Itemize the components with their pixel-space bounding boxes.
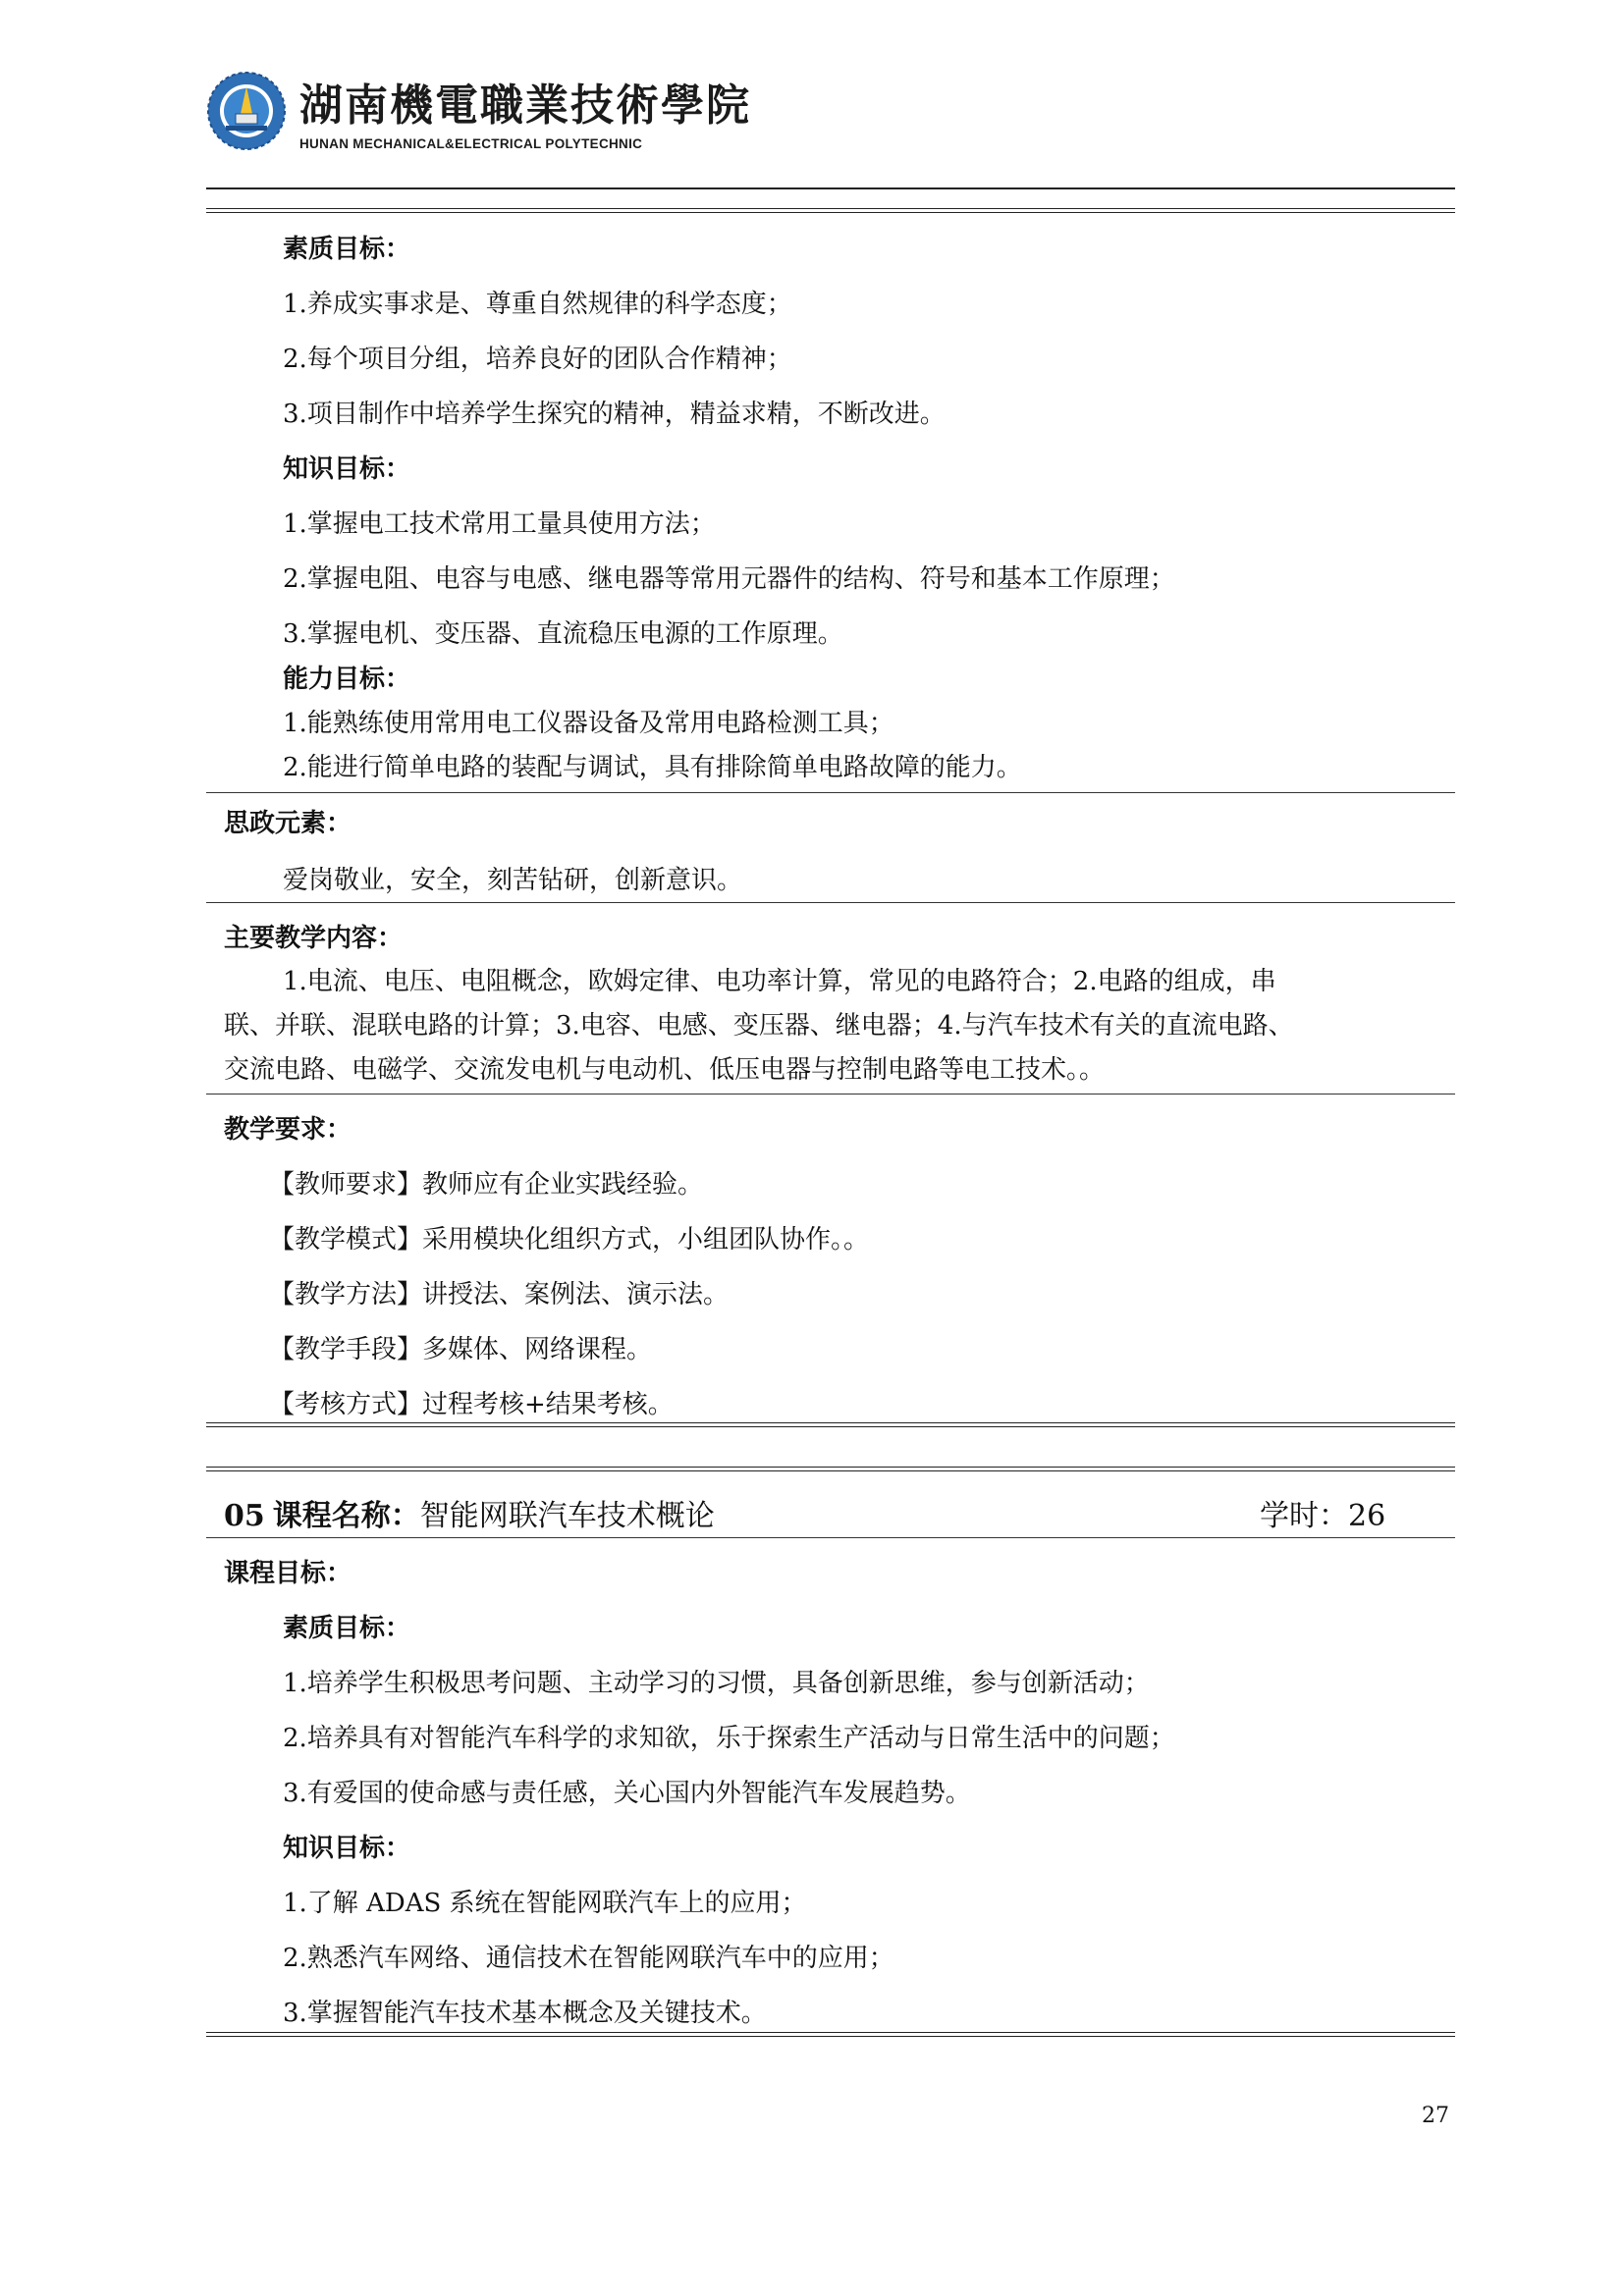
list-item: 2.培养具有对智能汽车科学的求知欲，乐于探索生产活动与日常生活中的问题；	[283, 1724, 1175, 1753]
knowledge-goals-heading: 知识目标：	[283, 1834, 411, 1863]
course-goals-heading: 课程目标：	[224, 1559, 352, 1588]
list-item: 3.掌握智能汽车技术基本概念及关键技术。	[283, 1999, 767, 2028]
school-logo-emblem	[206, 71, 287, 151]
ideology-heading: 思政元素：	[224, 809, 352, 838]
list-item: 1.掌握电工技术常用工量具使用方法；	[283, 509, 716, 539]
content-line: 1.电流、电压、电阻概念，欧姆定律、电功率计算，常见的电路符合；2.电路的组成，串	[283, 967, 1276, 996]
list-item: 2.能进行简单电路的装配与调试，具有排除简单电路故障的能力。	[283, 753, 1022, 782]
teaching-requirements-heading: 教学要求：	[224, 1115, 352, 1145]
quality-goals-heading: 素质目标：	[283, 1614, 411, 1643]
list-item: 1.能熟练使用常用电工仪器设备及常用电路检测工具；	[283, 709, 894, 738]
course-hours	[1260, 1499, 1386, 1533]
requirement-item: 【教学方法】讲授法、案例法、演示法。	[269, 1280, 730, 1309]
list-item: 3.掌握电机、变压器、直流稳压电源的工作原理。	[283, 619, 843, 649]
requirement-item: 【教师要求】教师应有企业实践经验。	[269, 1170, 704, 1200]
course-hours-value: 26	[1348, 1499, 1386, 1533]
quality-goals-heading: 素质目标：	[283, 235, 411, 264]
requirement-item: 【教学模式】采用模块化组织方式，小组团队协作。。	[269, 1225, 870, 1255]
list-item: 1.养成实事求是、尊重自然规律的科学态度；	[283, 290, 792, 319]
knowledge-goals-heading: 知识目标：	[283, 454, 411, 484]
course-name: 智能网联汽车技术概论	[419, 1499, 715, 1533]
requirement-item: 【考核方式】过程考核+结果考核。	[269, 1390, 674, 1419]
teaching-content-heading: 主要教学内容：	[224, 924, 404, 953]
divider	[206, 1094, 1455, 1095]
divider	[206, 792, 1455, 793]
course-number: 05	[224, 1499, 265, 1533]
divider	[206, 1537, 1455, 1538]
course-hours-label: 学时：	[1260, 1499, 1348, 1533]
content-line: 联、并联、混联电路的计算；3.电容、电感、变压器、继电器；4.与汽车技术有关的直流电路、	[224, 1011, 1294, 1041]
content-line: 交流电路、电磁学、交流发电机与电动机、低压电器与控制电路等电工技术。。	[224, 1055, 1106, 1085]
ideology-text: 爱岗敬业，安全，刻苦钻研，创新意识。	[283, 866, 743, 895]
divider	[206, 902, 1455, 903]
list-item: 1.了解 ADAS 系统在智能网联汽车上的应用；	[283, 1889, 807, 1918]
header-rule	[206, 187, 1455, 189]
ability-goals-heading: 能力目标：	[283, 665, 411, 694]
school-name-cn: 湖南機電職業技術學院	[299, 80, 751, 131]
requirement-item: 【教学手段】多媒体、网络课程。	[269, 1335, 653, 1364]
list-item: 2.熟悉汽车网络、通信技术在智能网联汽车中的应用；	[283, 1944, 894, 1973]
course-title-row	[224, 1499, 715, 1533]
list-item: 3.有爱国的使命感与责任感，关心国内外智能汽车发展趋势。	[283, 1779, 971, 1808]
section-double-rule	[206, 1467, 1455, 1471]
section-double-rule	[206, 1422, 1455, 1427]
school-name-en: HUNAN MECHANICAL&ELECTRICAL POLYTECHNIC	[299, 136, 643, 151]
list-item: 2.每个项目分组，培养良好的团队合作精神；	[283, 345, 792, 374]
course-name-label: 课程名称：	[272, 1499, 420, 1533]
list-item: 3.项目制作中培养学生探究的精神，精益求精，不断改进。	[283, 400, 946, 429]
section-double-rule	[206, 208, 1455, 213]
page-number: 27	[1422, 2104, 1449, 2128]
section-double-rule	[206, 2032, 1455, 2037]
list-item: 2.掌握电阻、电容与电感、继电器等常用元器件的结构、符号和基本工作原理；	[283, 564, 1175, 594]
list-item: 1.培养学生积极思考问题、主动学习的习惯，具备创新思维，参与创新活动；	[283, 1669, 1150, 1698]
